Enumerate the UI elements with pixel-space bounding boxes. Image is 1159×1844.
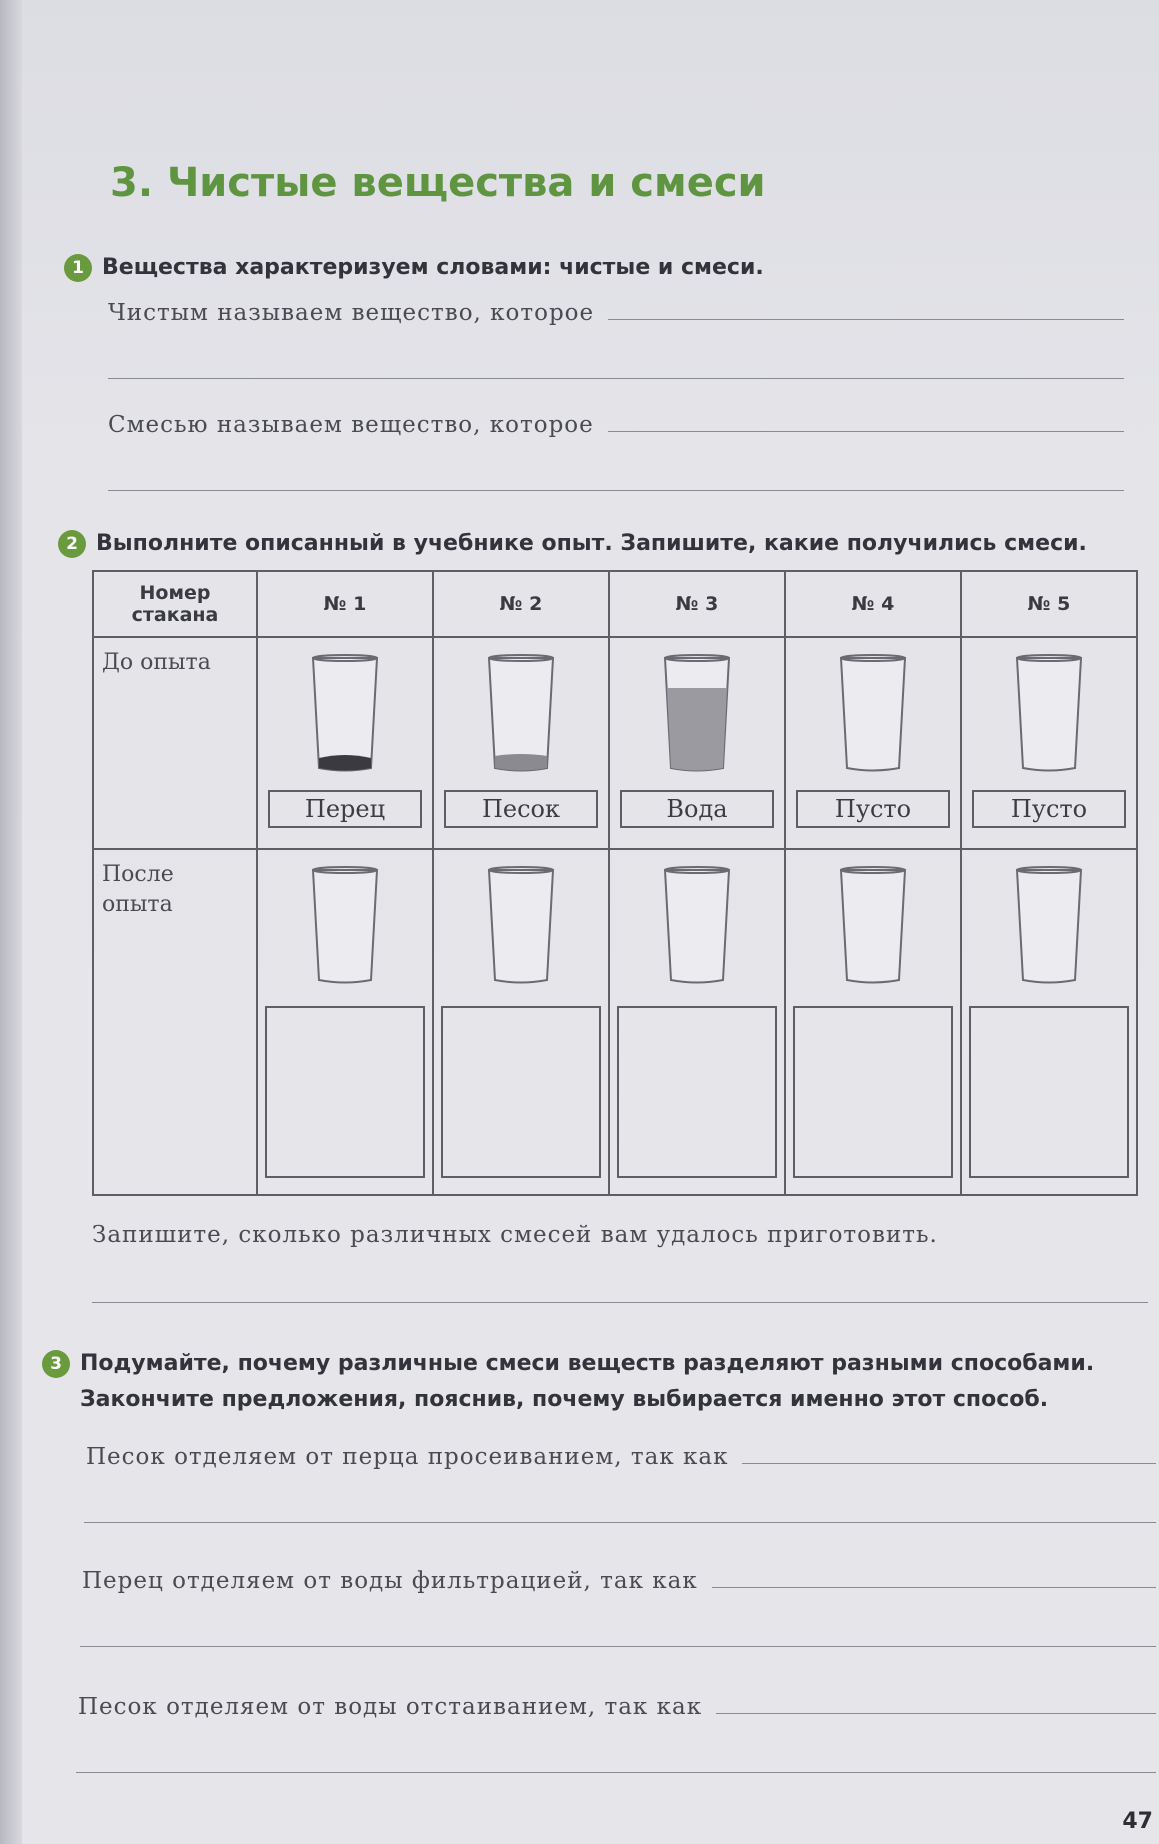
answer-line[interactable] <box>608 430 1124 432</box>
page-title: 3. Чистые вещества и смеси <box>110 160 766 206</box>
answer-line[interactable] <box>108 378 1124 379</box>
task-2-heading: 2 Выполните описанный в учебнике опыт. Запишите, какие получились смеси. <box>58 530 1138 562</box>
task-3-line-settling <box>78 1694 1156 1720</box>
task-2-followup <box>92 1222 1136 1248</box>
page-binding-shadow <box>0 0 22 1844</box>
row-label-before: До опыта <box>93 637 257 849</box>
column-header: № 3 <box>609 571 785 637</box>
glass-empty-icon <box>308 864 382 988</box>
answer-box[interactable] <box>969 1006 1129 1178</box>
answer-line[interactable] <box>80 1646 1156 1647</box>
answer-line[interactable] <box>716 1712 1156 1714</box>
task-3-heading: 3 Подумайте, почему различные смеси веществ разделяют разными способами. Закончите предложения, пояснив, почему выбирается именно этот способ. <box>42 1350 1152 1418</box>
prompt-settling: Песок отделяем от воды отстаиванием, так как <box>78 1694 703 1720</box>
prompt-mixture: Смесью называем вещество, которое <box>108 412 594 438</box>
task-3-line-sieving <box>86 1444 1156 1470</box>
glass-empty-icon <box>836 864 910 988</box>
answer-line[interactable] <box>76 1772 1156 1773</box>
glass-cell <box>609 637 785 849</box>
task-1-line-pure <box>108 300 1124 326</box>
content-label: Песок <box>444 790 598 828</box>
experiment-table <box>92 570 1138 1196</box>
page-number: 47 <box>1122 1809 1153 1834</box>
glass-cell <box>433 849 609 1195</box>
answer-line[interactable] <box>742 1462 1156 1464</box>
glass-pepper-icon <box>308 652 382 776</box>
answer-box[interactable] <box>441 1006 601 1178</box>
answer-line[interactable] <box>84 1522 1156 1523</box>
task-number-badge: 3 <box>42 1350 70 1378</box>
content-label: Пусто <box>796 790 950 828</box>
column-header-glass-number: Номер стакана <box>93 571 257 637</box>
table-row-before <box>93 637 1137 849</box>
glass-cell <box>961 849 1137 1195</box>
task-1-heading: 1 Вещества характеризуем словами: чистые и смеси. <box>64 254 1124 286</box>
glass-cell <box>609 849 785 1195</box>
answer-box[interactable] <box>617 1006 777 1178</box>
glass-cell <box>257 637 433 849</box>
column-header: № 2 <box>433 571 609 637</box>
answer-box[interactable] <box>265 1006 425 1178</box>
task-1-line-mixture <box>108 412 1124 438</box>
prompt-filtration: Перец отделяем от воды фильтрацией, так как <box>82 1568 698 1594</box>
glass-cell <box>785 637 961 849</box>
answer-line[interactable] <box>108 490 1124 491</box>
glass-cell <box>257 849 433 1195</box>
glass-empty-icon <box>660 864 734 988</box>
glass-cell <box>961 637 1137 849</box>
glass-water-icon <box>660 652 734 776</box>
prompt-pure: Чистым называем вещество, которое <box>108 300 595 326</box>
prompt-sieving: Песок отделяем от перца просеиванием, так как <box>86 1444 729 1470</box>
column-header: № 4 <box>785 571 961 637</box>
task-number-badge: 1 <box>64 254 92 282</box>
content-label: Перец <box>268 790 422 828</box>
content-label: Вода <box>620 790 774 828</box>
answer-line[interactable] <box>92 1302 1148 1303</box>
glass-empty-icon <box>1012 652 1086 776</box>
column-header: № 1 <box>257 571 433 637</box>
content-label: Пусто <box>972 790 1126 828</box>
glass-empty-icon <box>1012 864 1086 988</box>
glass-cell <box>785 849 961 1195</box>
table-header-row <box>93 571 1137 637</box>
row-label-after: После опыта <box>93 849 257 1195</box>
task-3-line-filtration <box>82 1568 1156 1594</box>
answer-box[interactable] <box>793 1006 953 1178</box>
followup-prompt: Запишите, сколько различных смесей вам удалось приготовить. <box>92 1222 938 1248</box>
glass-empty-icon <box>836 652 910 776</box>
glass-cell <box>433 637 609 849</box>
table-row-after <box>93 849 1137 1195</box>
answer-line[interactable] <box>712 1586 1156 1588</box>
answer-line[interactable] <box>608 318 1124 320</box>
glass-empty-icon <box>484 864 558 988</box>
column-header: № 5 <box>961 571 1137 637</box>
task-number-badge: 2 <box>58 530 86 558</box>
glass-sand-icon <box>484 652 558 776</box>
